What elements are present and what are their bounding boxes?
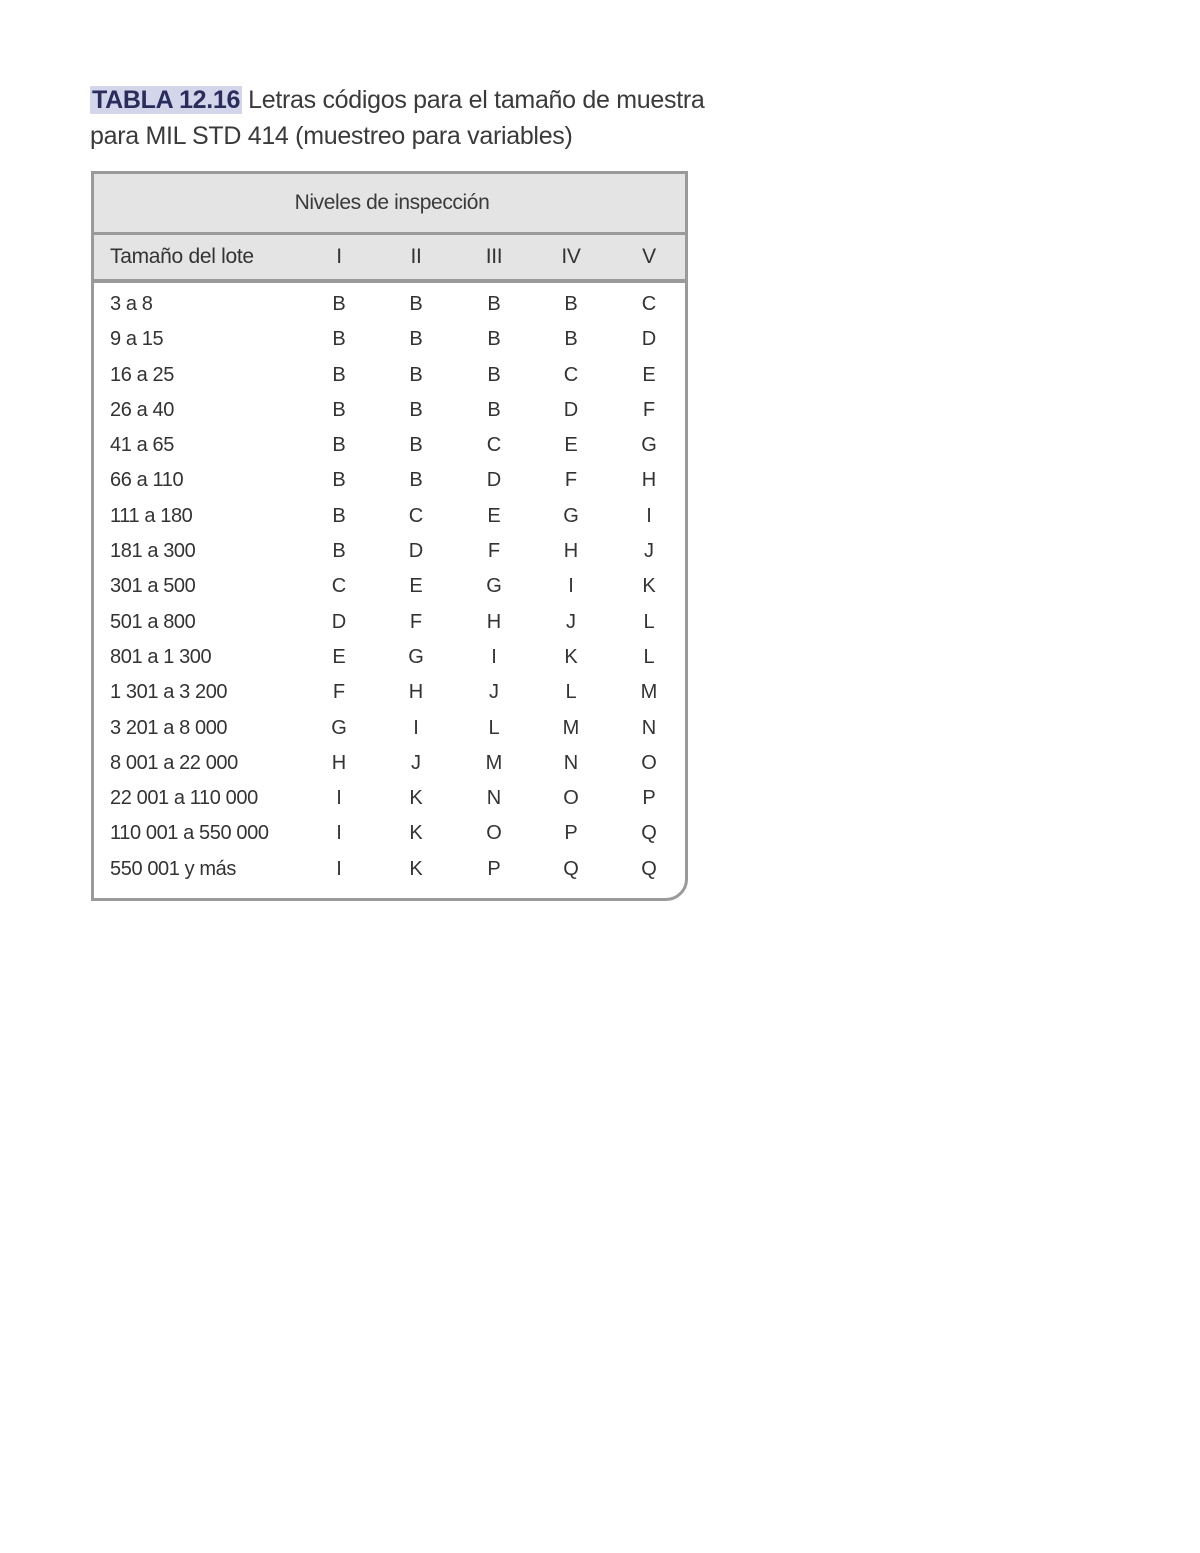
column-header-row bbox=[94, 235, 685, 283]
cell-level-i: G bbox=[331, 716, 347, 739]
table-row bbox=[94, 711, 685, 746]
table-row bbox=[94, 499, 685, 534]
cell-level-iv: B bbox=[564, 328, 578, 351]
table-row bbox=[94, 852, 685, 887]
cell-level-v: G bbox=[641, 434, 657, 457]
table-number-label: TABLA 12.16 bbox=[92, 86, 241, 114]
cell-level-iii: B bbox=[487, 398, 501, 421]
cell-level-iii: B bbox=[487, 293, 501, 315]
cell-level-iv: O bbox=[563, 787, 579, 810]
table-row bbox=[94, 640, 685, 675]
column-header-level-iii: III bbox=[485, 245, 503, 268]
cell-level-ii: E bbox=[409, 575, 423, 598]
column-header-level-ii: II bbox=[410, 245, 422, 268]
cell-level-i: F bbox=[332, 681, 346, 704]
cell-level-ii: B bbox=[409, 398, 423, 421]
cell-lot-size: 26 a 40 bbox=[110, 398, 174, 421]
column-header-level-i: I bbox=[336, 245, 342, 268]
table-body bbox=[94, 287, 685, 887]
cell-lot-size: 801 a 1 300 bbox=[110, 645, 212, 668]
cell-level-iii: C bbox=[486, 434, 502, 457]
cell-level-i: D bbox=[331, 610, 347, 633]
cell-level-iv: C bbox=[563, 363, 579, 386]
cell-level-v: P bbox=[642, 787, 656, 810]
cell-level-iv: B bbox=[564, 293, 578, 315]
cell-level-v: J bbox=[644, 540, 654, 563]
cell-level-ii: B bbox=[409, 363, 423, 386]
column-header-lot-size: Tamaño del lote bbox=[110, 245, 254, 268]
cell-level-ii: K bbox=[409, 787, 423, 810]
cell-lot-size: 181 a 300 bbox=[110, 540, 196, 563]
cell-level-i: I bbox=[336, 857, 342, 880]
cell-level-v: O bbox=[641, 751, 657, 774]
cell-level-i: B bbox=[332, 328, 346, 351]
cell-level-i: I bbox=[336, 787, 342, 810]
cell-level-i: H bbox=[331, 751, 347, 774]
cell-level-ii: K bbox=[409, 822, 423, 845]
cell-level-v: Q bbox=[641, 857, 657, 880]
table-row bbox=[94, 393, 685, 428]
cell-level-ii: I bbox=[413, 716, 419, 739]
cell-lot-size: 111 a 180 bbox=[110, 504, 193, 527]
table-row bbox=[94, 534, 685, 569]
cell-lot-size: 301 a 500 bbox=[110, 575, 196, 598]
cell-level-i: B bbox=[332, 469, 346, 492]
cell-level-ii: H bbox=[408, 681, 424, 704]
table-row bbox=[94, 463, 685, 498]
cell-level-i: B bbox=[332, 434, 346, 457]
cell-level-iii: P bbox=[487, 857, 501, 880]
cell-level-iii: E bbox=[487, 504, 501, 527]
cell-level-iii: I bbox=[491, 645, 497, 668]
table-row bbox=[94, 358, 685, 393]
cell-level-v: N bbox=[641, 716, 657, 739]
cell-level-iv: Q bbox=[563, 857, 579, 880]
column-header-level-v: V bbox=[642, 245, 656, 268]
cell-level-ii: G bbox=[408, 645, 424, 668]
cell-level-ii: B bbox=[409, 469, 423, 492]
inspection-levels-header bbox=[94, 174, 685, 235]
table-caption bbox=[90, 82, 730, 154]
inspection-levels-label: Niveles de inspección bbox=[294, 191, 490, 214]
cell-level-v: E bbox=[642, 363, 656, 386]
cell-level-ii: D bbox=[408, 540, 424, 563]
cell-level-v: D bbox=[641, 328, 657, 351]
cell-level-iv: J bbox=[566, 610, 576, 633]
cell-level-iv: F bbox=[564, 469, 578, 492]
table-row bbox=[94, 675, 685, 710]
cell-level-v: C bbox=[641, 293, 657, 315]
cell-level-ii: B bbox=[409, 293, 423, 315]
cell-level-iii: H bbox=[486, 610, 502, 633]
table-row bbox=[94, 781, 685, 816]
cell-level-v: K bbox=[642, 575, 656, 598]
cell-level-iv: N bbox=[563, 751, 579, 774]
cell-level-iii: M bbox=[485, 751, 503, 774]
cell-lot-size: 22 001 a 110 000 bbox=[110, 787, 258, 810]
table-caption-text: Letras códigos para el tamaño de muestra para MIL STD 414 (muestreo para variables) bbox=[90, 86, 705, 150]
cell-lot-size: 66 a 110 bbox=[110, 469, 184, 492]
cell-level-iii: G bbox=[486, 575, 502, 598]
cell-level-i: B bbox=[332, 540, 346, 563]
cell-lot-size: 110 001 a 550 000 bbox=[110, 822, 269, 845]
table-row bbox=[94, 287, 685, 322]
cell-level-v: Q bbox=[641, 822, 657, 845]
cell-level-iv: K bbox=[564, 645, 578, 668]
cell-level-iii: F bbox=[487, 540, 501, 563]
table-row bbox=[94, 428, 685, 463]
cell-level-i: B bbox=[332, 504, 346, 527]
cell-level-ii: F bbox=[409, 610, 423, 633]
cell-level-iv: G bbox=[563, 504, 579, 527]
cell-level-i: B bbox=[332, 293, 346, 315]
cell-level-iii: O bbox=[486, 822, 502, 845]
cell-level-ii: K bbox=[409, 857, 423, 880]
cell-level-iii: N bbox=[486, 787, 502, 810]
table-row bbox=[94, 816, 685, 851]
cell-level-i: B bbox=[332, 398, 346, 421]
column-header-level-iv: IV bbox=[561, 245, 581, 268]
cell-level-v: H bbox=[641, 469, 657, 492]
cell-level-iii: B bbox=[487, 328, 501, 351]
cell-level-ii: B bbox=[409, 434, 423, 457]
cell-level-v: L bbox=[643, 645, 655, 668]
cell-level-iii: D bbox=[486, 469, 502, 492]
cell-level-ii: J bbox=[411, 751, 421, 774]
cell-level-v: L bbox=[643, 610, 655, 633]
table-row bbox=[94, 322, 685, 357]
cell-level-iv: D bbox=[563, 398, 579, 421]
cell-level-iv: M bbox=[562, 716, 580, 739]
cell-level-iv: I bbox=[568, 575, 574, 598]
cell-level-i: B bbox=[332, 363, 346, 386]
cell-level-iii: L bbox=[488, 716, 500, 739]
cell-level-i: I bbox=[336, 822, 342, 845]
cell-lot-size: 16 a 25 bbox=[110, 363, 174, 386]
cell-lot-size: 9 a 15 bbox=[110, 328, 164, 351]
cell-lot-size: 3 a 8 bbox=[110, 293, 153, 315]
cell-level-v: I bbox=[646, 504, 652, 527]
table-row bbox=[94, 746, 685, 781]
cell-lot-size: 41 a 65 bbox=[110, 434, 174, 457]
cell-lot-size: 8 001 a 22 000 bbox=[110, 751, 238, 774]
cell-level-iv: P bbox=[564, 822, 578, 845]
code-letters-table bbox=[91, 171, 688, 901]
table-row bbox=[94, 569, 685, 604]
cell-level-v: F bbox=[642, 398, 656, 421]
cell-level-ii: B bbox=[409, 328, 423, 351]
cell-level-ii: C bbox=[408, 504, 424, 527]
cell-level-iii: B bbox=[487, 363, 501, 386]
cell-level-iv: H bbox=[563, 540, 579, 563]
cell-lot-size: 1 301 a 3 200 bbox=[110, 681, 228, 704]
cell-lot-size: 3 201 a 8 000 bbox=[110, 716, 228, 739]
cell-level-v: M bbox=[640, 681, 658, 704]
cell-level-i: E bbox=[332, 645, 346, 668]
cell-level-iii: J bbox=[489, 681, 499, 704]
cell-lot-size: 550 001 y más bbox=[110, 857, 236, 880]
cell-level-iv: E bbox=[564, 434, 578, 457]
cell-level-iv: L bbox=[565, 681, 577, 704]
cell-lot-size: 501 a 800 bbox=[110, 610, 196, 633]
cell-level-i: C bbox=[331, 575, 347, 598]
table-row bbox=[94, 605, 685, 640]
